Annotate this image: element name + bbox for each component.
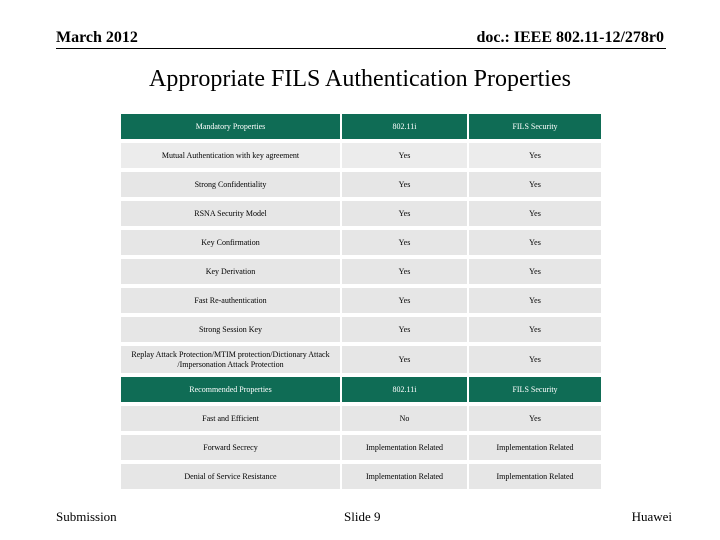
footer-submission: Submission [56, 509, 117, 524]
header-cell: 802.11i [340, 114, 467, 139]
value-cell: Yes [467, 259, 601, 284]
table-row [121, 317, 601, 342]
header-cell: 802.11i [340, 377, 467, 402]
value-cell: Implementation Related [467, 435, 601, 460]
footer-company: Huawei [631, 509, 672, 524]
header-rule [56, 48, 666, 49]
property-cell: Strong Session Key [121, 317, 340, 342]
value-cell: Yes [340, 288, 467, 313]
properties-table [121, 110, 601, 493]
table-row [121, 406, 601, 431]
value-cell: Yes [340, 259, 467, 284]
value-cell: Yes [467, 201, 601, 226]
table-row [121, 230, 601, 255]
header-cell: Mandatory Properties [121, 114, 340, 139]
value-cell: Yes [467, 172, 601, 197]
table-row [121, 464, 601, 489]
value-cell: No [340, 406, 467, 431]
property-cell: Strong Confidentiality [121, 172, 340, 197]
footer-slide-number: Slide 9 [344, 509, 381, 524]
value-cell: Yes [340, 230, 467, 255]
value-cell: Implementation Related [340, 464, 467, 489]
value-cell: Yes [467, 230, 601, 255]
header-cell: Recommended Properties [121, 377, 340, 402]
header-cell: FILS Security [467, 377, 601, 402]
header-doc-id: doc.: IEEE 802.11-12/278r0 [476, 29, 664, 46]
value-cell: Yes [340, 172, 467, 197]
table-row [121, 143, 601, 168]
table-row [121, 201, 601, 226]
mandatory-header-row [121, 114, 601, 139]
value-cell: Implementation Related [467, 464, 601, 489]
property-cell: Mutual Authentication with key agreement [121, 143, 340, 168]
value-cell: Implementation Related [340, 435, 467, 460]
value-cell: Yes [340, 201, 467, 226]
value-cell: Yes [340, 346, 467, 373]
property-cell: Fast and Efficient [121, 406, 340, 431]
value-cell: Yes [467, 406, 601, 431]
recommended-header-row [121, 377, 601, 402]
value-cell: Yes [467, 317, 601, 342]
property-cell: Forward Secrecy [121, 435, 340, 460]
value-cell: Yes [340, 143, 467, 168]
header-cell: FILS Security [467, 114, 601, 139]
property-cell: RSNA Security Model [121, 201, 340, 226]
property-cell: Key Confirmation [121, 230, 340, 255]
table-row [121, 288, 601, 313]
header-date: March 2012 [56, 29, 138, 46]
value-cell: Yes [467, 288, 601, 313]
property-cell: Replay Attack Protection/MTIM protection/Dictionary Attack /Impersonation Attack Protection [121, 346, 340, 373]
table-row [121, 435, 601, 460]
value-cell: Yes [340, 317, 467, 342]
property-cell: Fast Re-authentication [121, 288, 340, 313]
table-row [121, 346, 601, 373]
value-cell: Yes [467, 346, 601, 373]
slide-title: Appropriate FILS Authentication Properties [149, 66, 571, 92]
table-row [121, 172, 601, 197]
property-cell: Key Derivation [121, 259, 340, 284]
value-cell: Yes [467, 143, 601, 168]
property-cell: Denial of Service Resistance [121, 464, 340, 489]
table-row [121, 259, 601, 284]
